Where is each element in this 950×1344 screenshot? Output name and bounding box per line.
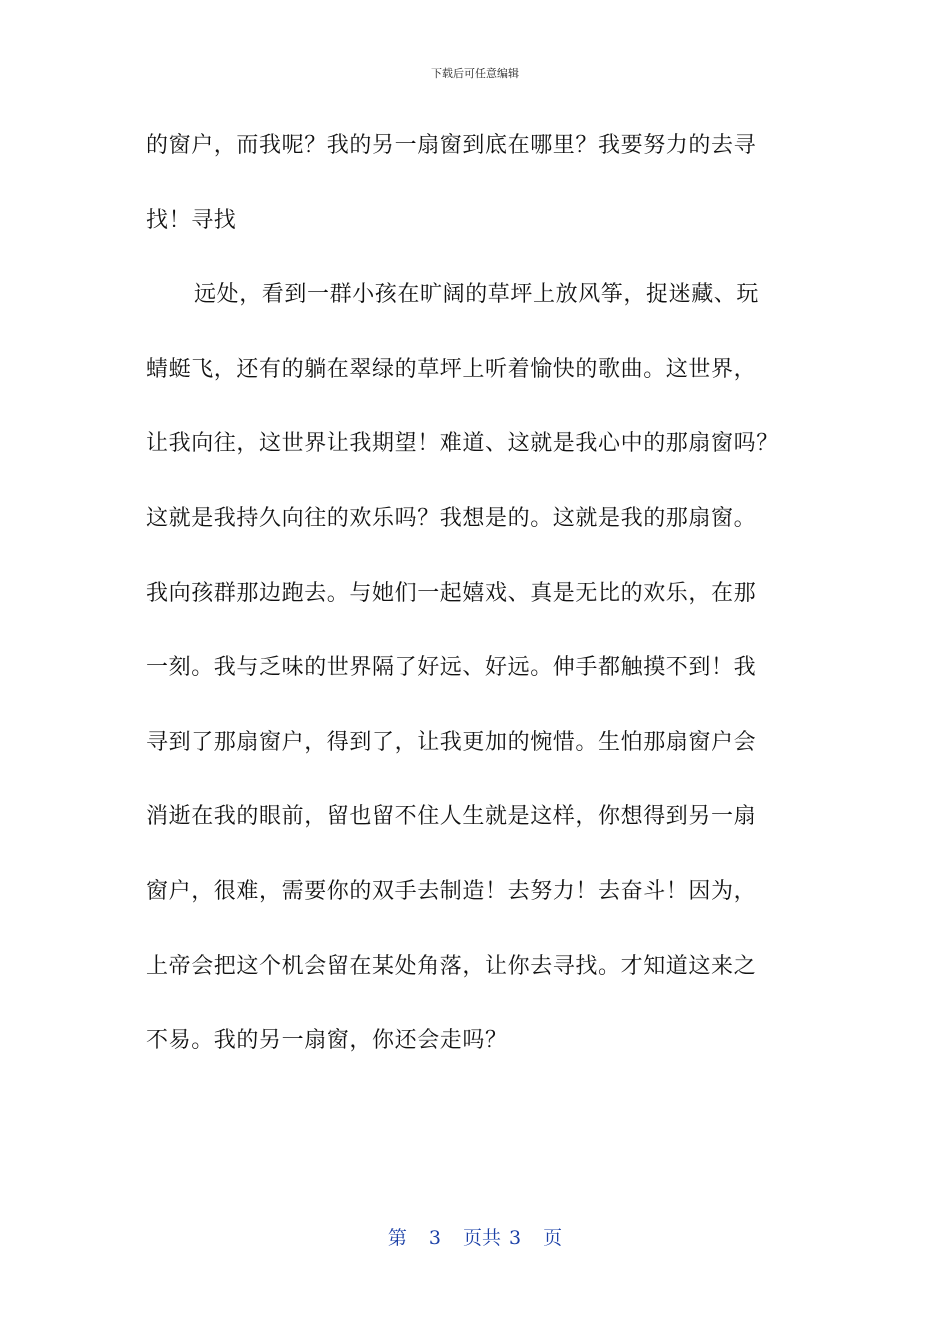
body-line: 的窗户，而我呢？我的另一扇窗到底在哪里？我要努力的去寻 xyxy=(146,133,757,158)
document-body xyxy=(146,120,836,1090)
current-page-number: 3 xyxy=(428,1227,441,1249)
body-line: 找！寻找 xyxy=(146,207,237,233)
page-header: 下载后可任意编辑 xyxy=(431,67,519,80)
total-pages-number: 3 xyxy=(509,1227,522,1249)
body-line: 寻到了那扇窗户，得到了，让我更加的惋惜。生怕那扇窗户会 xyxy=(146,729,757,755)
page-footer xyxy=(0,1226,950,1250)
body-line: 蜻蜓飞，还有的躺在翠绿的草坪上听着愉快的歌曲。这世界， xyxy=(146,356,757,382)
paragraph-start-line: 远处，看到一群小孩在旷阔的草坪上放风筝，捉迷藏、玩 xyxy=(194,282,760,308)
body-line: 一刻。我与乏味的世界隔了好远、好远。伸手都触摸不到！我 xyxy=(146,655,757,681)
body-line: 我向孩群那边跑去。与她们一起嬉戏、真是无比的欢乐，在那 xyxy=(146,580,757,606)
body-line: 窗户，很难，需要你的双手去制造！去努力！去奋斗！因为， xyxy=(146,878,757,904)
footer-prefix: 第 xyxy=(387,1227,407,1249)
footer-middle: 页共 xyxy=(462,1227,501,1249)
body-line: 上帝会把这个机会留在某处角落，让你去寻找。才知道这来之 xyxy=(146,953,757,979)
footer-suffix: 页 xyxy=(543,1227,563,1249)
body-line: 这就是我持久向往的欢乐吗？我想是的。这就是我的那扇窗。 xyxy=(146,505,757,531)
body-line: 消逝在我的眼前，留也留不住人生就是这样，你想得到另一扇 xyxy=(146,804,757,830)
body-line: 让我向往，这世界让我期望！难道、这就是我心中的那扇窗吗？ xyxy=(146,431,779,457)
body-line: 不易。我的另一扇窗，你还会走吗？ xyxy=(146,1028,508,1054)
